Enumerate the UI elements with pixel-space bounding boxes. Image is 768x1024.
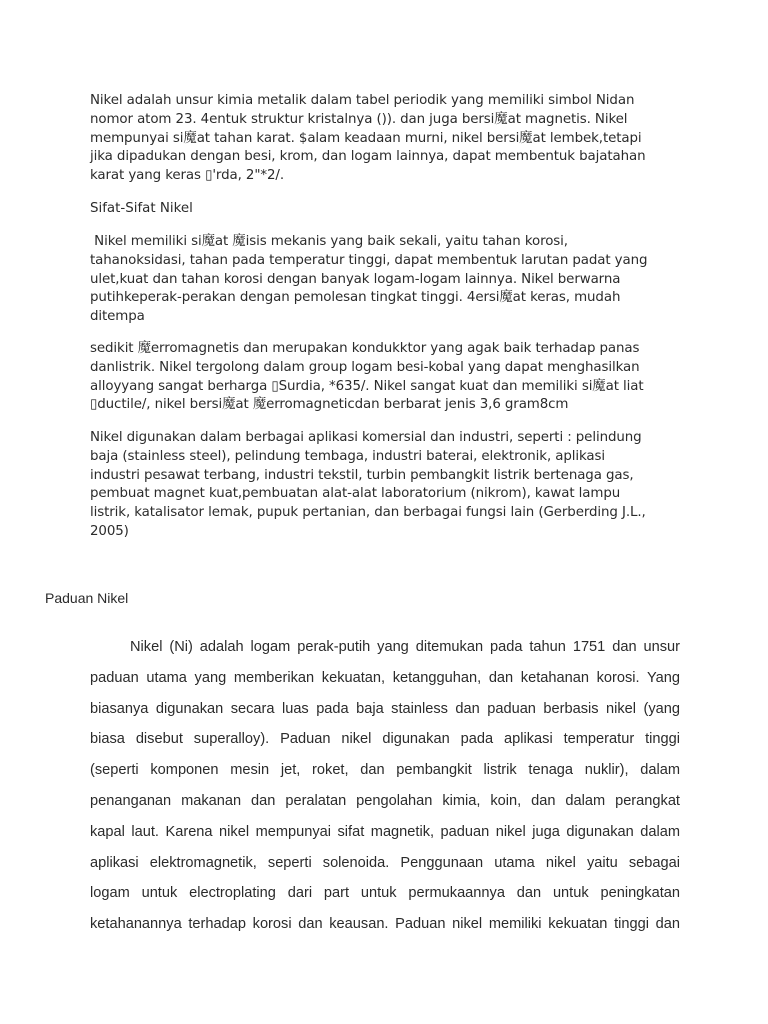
text-line: industri pesawat terbang, industri tekstil, turbin pembangkit listrik bertenaga gas, xyxy=(90,467,634,483)
text-line: pembuat magnet kuat,pembuatan alat-alat laboratorium (nikrom), kawat lampu xyxy=(90,486,621,502)
text-line: ketahanannya terhadap korosi dan keausan. Paduan nikel memiliki kekuatan tinggi dan xyxy=(90,916,680,933)
paragraph-intro xyxy=(90,92,690,186)
text-line: karat yang keras ▯'rda, 2"*2/. xyxy=(90,168,284,184)
text-line: aplikasi elektromagnetik, seperti solenoida. Penggunaan utama nikel yaitu sebagai xyxy=(90,854,680,871)
text-line: penanganan makanan dan peralatan pengolahan kimia, koin, dan dalam perangkat xyxy=(90,792,680,809)
text-line: danlistrik. Nikel tergolong dalam group logam besi-kobal yang dapat menghasilkan xyxy=(90,359,640,375)
text-line: kapal laut. Karena nikel mempunyai sifat magnetik, paduan nikel juga digunakan dalam xyxy=(90,823,680,840)
text-line: (seperti komponen mesin jet, roket, dan pembangkit listrik tenaga nuklir), dalam xyxy=(90,762,680,779)
text-line: ulet,kuat dan tahan korosi dengan banyak logam-logam lainnya. Nikel berwarna xyxy=(90,271,621,287)
text-line: putihkeperak-perakan dengan pemolesan tingkat tinggi. 4ersi魔at keras, mudah xyxy=(90,290,621,306)
text-line: logam untuk electroplating dari part untuk permukaannya dan untuk peningkatan xyxy=(90,885,680,902)
paragraph-paduan xyxy=(90,632,680,940)
text-line: ditempa xyxy=(90,309,145,325)
text-line: sedikit 魔erromagnetis dan merupakan kondukktor yang agak baik terhadap panas xyxy=(90,341,640,356)
text-line: Nikel memiliki si魔at 魔isis mekanis yang baik sekali, yaitu tahan korosi, xyxy=(90,234,568,249)
text-line: baja (stainless steel), pelindung tembaga, industri baterai, elektronik, aplikasi xyxy=(90,448,606,464)
paragraph-ferromagnetis xyxy=(90,340,690,415)
text-line: biasa disebut superalloy). Paduan nikel digunakan pada aplikasi temperatur tinggi xyxy=(90,731,680,748)
paragraph-aplikasi xyxy=(90,429,690,542)
text-line: Nikel (Ni) adalah logam perak-putih yang ditemukan pada tahun 1751 dan unsur xyxy=(130,639,680,655)
text-line: Nikel digunakan dalam berbagai aplikasi komersial dan industri, seperti : pelindung xyxy=(90,430,642,445)
text-line: listrik, katalisator lemak, pupuk pertanian, dan berbagai fungsi lain (Gerberding J.L., xyxy=(90,505,646,521)
heading-paduan-nikel: Paduan Nikel xyxy=(45,590,129,606)
text-line: jika dipadukan dengan besi, krom, dan logam lainnya, dapat membentuk bajatahan xyxy=(90,149,646,165)
text-line: Nikel adalah unsur kimia metalik dalam tabel periodik yang memiliki simbol Nidan xyxy=(90,93,635,108)
text-line: alloyyang sangat berharga ▯Surdia, *635/. Nikel sangat kuat dan memiliki si魔at liat xyxy=(90,378,644,394)
text-line: tahanoksidasi, tahan pada temperatur tinggi, dapat membentuk larutan padat yang xyxy=(90,252,648,268)
text-line: biasanya digunakan secara luas pada baja stainless dan paduan berbasis nikel (yang xyxy=(90,700,680,717)
text-line: paduan utama yang memberikan kekuatan, ketangguhan, dan ketahanan korosi. Yang xyxy=(90,669,680,686)
text-line: mempunyai si魔at tahan karat. $alam keadaan murni, nikel bersi魔at lembek,tetapi xyxy=(90,130,642,146)
text-line: nomor atom 23. 4entuk struktur kristalnya ()). dan juga bersi魔at magnetis. Nikel xyxy=(90,111,628,127)
text-line: ▯ductile/, nikel bersi魔at 魔erromagneticdan berbarat jenis 3,6 gram8cm xyxy=(90,397,569,413)
heading-sifat-nikel: Sifat-Sifat Nikel xyxy=(90,201,193,216)
paragraph-sifat xyxy=(90,233,690,327)
text-line: 2005) xyxy=(90,523,129,539)
